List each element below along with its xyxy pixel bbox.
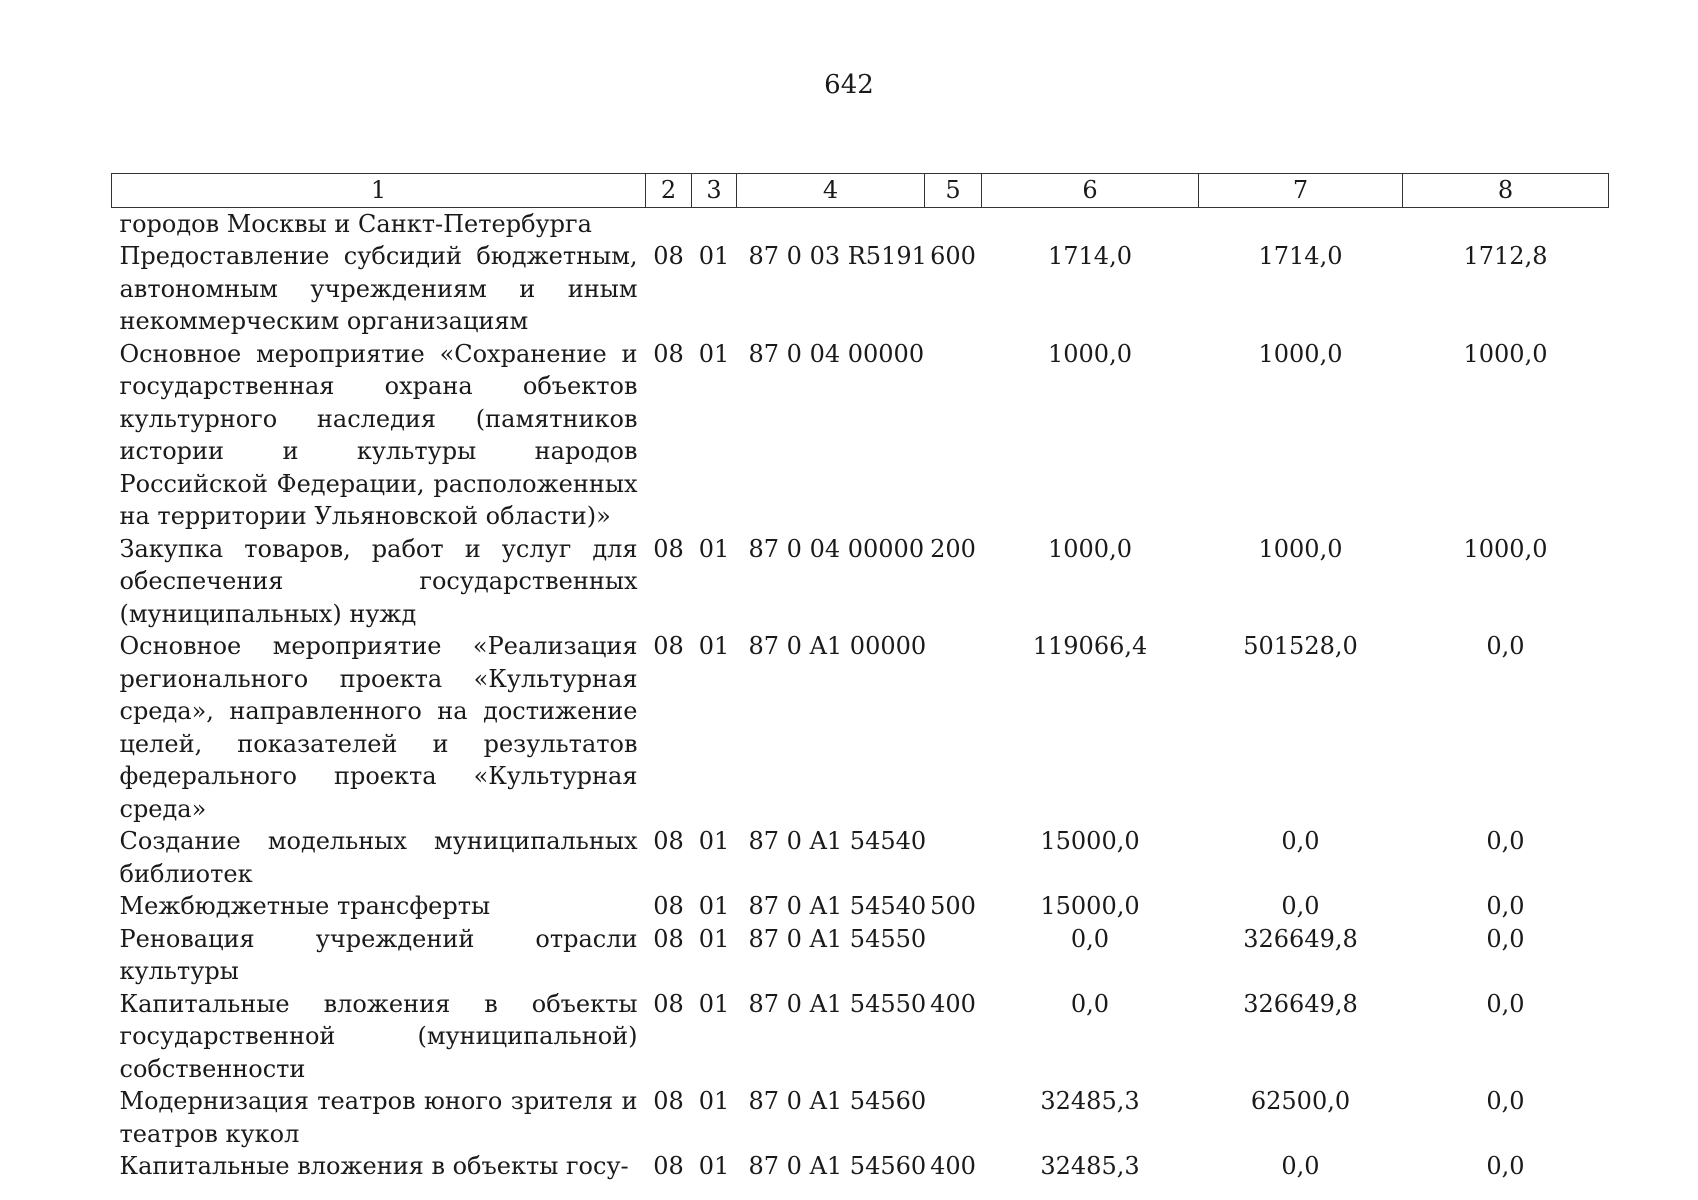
cell-section: 08 <box>653 534 684 563</box>
row-name: Основное мероприятие «Реализация регионального проекта «Культурная среда», направленного на достижение целей, показателей и результатов федерального проекта «Культурная среда» <box>119 632 638 823</box>
header-col-1: 1 <box>112 174 646 208</box>
table-row <box>112 825 1609 890</box>
table-row <box>112 1085 1609 1150</box>
row-name: Создание модельных муниципальных библиотек <box>119 827 638 888</box>
cell-target-code: 87 0 A1 54560 <box>748 1152 927 1180</box>
cell-amount-6: 15000,0 <box>1040 827 1140 855</box>
cell-amount-8: 1712,8 <box>1463 242 1548 270</box>
table-row <box>112 923 1609 988</box>
cell-amount-6: 1714,0 <box>1048 242 1132 270</box>
cell-expense-type: 400 <box>930 1152 976 1180</box>
cell-subsection: 01 <box>698 924 730 953</box>
row-name: Модернизация театров юного зрителя и театров кукол <box>119 1087 638 1148</box>
cell-target-code: 87 0 04 00000 <box>748 339 925 368</box>
cell-subsection: 01 <box>698 1152 730 1180</box>
cell-amount-7: 0,0 <box>1281 827 1320 855</box>
table-row <box>112 890 1609 923</box>
cell-amount-7: 501528,0 <box>1243 632 1358 660</box>
header-col-6: 6 <box>982 174 1199 208</box>
budget-table <box>111 173 1609 1183</box>
cell-amount-6: 32485,3 <box>1040 1152 1140 1180</box>
row-name: Основное мероприятие «Сохранение и государственная охрана объектов культурного наследия (памятников истории и культуры народов Российской Федерации, расположенных на территории Ульяновской области)» <box>119 339 638 530</box>
cell-expense-type <box>925 338 982 533</box>
cell-section: 08 <box>653 1087 684 1115</box>
cell-amount-6 <box>982 207 1199 240</box>
cell-amount-8: 0,0 <box>1486 892 1525 920</box>
header-col-2: 2 <box>646 174 692 208</box>
cell-expense-type <box>925 207 982 240</box>
cell-section: 08 <box>653 892 684 920</box>
cell-section: 08 <box>653 1152 684 1180</box>
cell-target-code: 87 0 A1 54540 <box>748 827 927 855</box>
cell-amount-6: 32485,3 <box>1040 1087 1140 1115</box>
cell-amount-7: 1714,0 <box>1258 242 1343 270</box>
cell-subsection: 01 <box>698 632 730 660</box>
cell-section: 08 <box>653 632 684 660</box>
cell-target-code <box>737 207 925 240</box>
cell-section: 08 <box>653 924 684 953</box>
cell-amount-8: 0,0 <box>1486 989 1525 1018</box>
cell-amount-7: 62500,0 <box>1250 1087 1351 1115</box>
cell-section: 08 <box>653 827 684 855</box>
cell-target-code: 87 0 03 R5191 <box>748 242 927 270</box>
cell-section: 08 <box>653 339 684 368</box>
cell-amount-8: 0,0 <box>1486 827 1525 855</box>
cell-amount-7: 326649,8 <box>1243 989 1358 1018</box>
cell-amount-7: 1000,0 <box>1258 339 1343 368</box>
table-row <box>112 1150 1609 1183</box>
cell-subsection: 01 <box>698 339 730 368</box>
cell-amount-7 <box>1199 207 1403 240</box>
cell-target-code: 87 0 A1 00000 <box>748 632 927 660</box>
cell-amount-8: 0,0 <box>1486 924 1525 953</box>
cell-subsection: 01 <box>698 1087 730 1115</box>
row-name: Капитальные вложения в объекты госу- <box>119 1152 629 1180</box>
table-row <box>112 988 1609 1086</box>
cell-expense-type <box>925 1085 982 1150</box>
cell-expense-type: 600 <box>930 242 976 270</box>
row-name: Предоставление субсидий бюджетным, автономным учреждениям и иным некоммерческим организациям <box>119 242 638 335</box>
cell-amount-6: 1000,0 <box>1048 534 1132 563</box>
row-name: городов Москвы и Санкт-Петербурга <box>119 209 592 238</box>
cell-amount-8: 1000,0 <box>1463 534 1548 563</box>
cell-amount-8: 0,0 <box>1486 1087 1525 1115</box>
cell-amount-8: 1000,0 <box>1463 339 1548 368</box>
header-col-5: 5 <box>925 174 982 208</box>
cell-target-code: 87 0 A1 54550 <box>748 924 927 953</box>
cell-amount-6: 0,0 <box>1070 989 1110 1018</box>
table-row <box>112 207 1609 240</box>
row-name: Реновация учреждений отрасли культуры <box>119 924 638 985</box>
cell-expense-type <box>925 825 982 890</box>
table-row <box>112 630 1609 825</box>
cell-section <box>646 207 692 240</box>
cell-amount-8: 0,0 <box>1486 632 1525 660</box>
cell-subsection: 01 <box>698 892 730 920</box>
cell-amount-6: 0,0 <box>1070 924 1110 953</box>
cell-target-code: 87 0 A1 54560 <box>748 1087 927 1115</box>
cell-expense-type: 500 <box>930 892 976 920</box>
cell-section: 08 <box>653 242 684 270</box>
cell-amount-8 <box>1403 207 1609 240</box>
cell-expense-type <box>925 923 982 988</box>
row-name: Капитальные вложения в объекты государственной (муниципальной) собственности <box>119 989 638 1083</box>
table-row <box>112 533 1609 631</box>
cell-expense-type: 400 <box>930 989 976 1018</box>
header-col-8: 8 <box>1403 174 1609 208</box>
cell-amount-8: 0,0 <box>1486 1152 1525 1180</box>
cell-amount-7: 0,0 <box>1281 892 1320 920</box>
header-col-3: 3 <box>692 174 737 208</box>
header-col-4: 4 <box>737 174 925 208</box>
header-col-7: 7 <box>1199 174 1403 208</box>
table-header-row <box>112 174 1609 208</box>
cell-amount-7: 0,0 <box>1281 1152 1320 1180</box>
cell-amount-7: 1000,0 <box>1258 534 1343 563</box>
cell-expense-type <box>925 630 982 825</box>
row-name: Межбюджетные трансферты <box>119 892 491 920</box>
cell-target-code: 87 0 04 00000 <box>748 534 925 563</box>
cell-subsection: 01 <box>698 989 730 1018</box>
cell-subsection: 01 <box>698 827 730 855</box>
cell-target-code: 87 0 A1 54550 <box>748 989 927 1018</box>
cell-expense-type: 200 <box>930 534 976 563</box>
cell-amount-6: 15000,0 <box>1040 892 1140 920</box>
page-number: 642 <box>824 70 874 100</box>
cell-amount-6: 1000,0 <box>1048 339 1132 368</box>
cell-amount-6: 119066,4 <box>1032 632 1148 660</box>
cell-subsection: 01 <box>698 534 730 563</box>
cell-subsection <box>692 207 737 240</box>
cell-section: 08 <box>653 989 684 1018</box>
table-row <box>112 240 1609 338</box>
cell-target-code: 87 0 A1 54540 <box>748 892 927 920</box>
row-name: Закупка товаров, работ и услуг для обеспечения государственных (муниципальных) нужд <box>119 534 638 628</box>
cell-amount-7: 326649,8 <box>1243 924 1358 953</box>
table-row <box>112 338 1609 533</box>
cell-subsection: 01 <box>698 242 730 270</box>
